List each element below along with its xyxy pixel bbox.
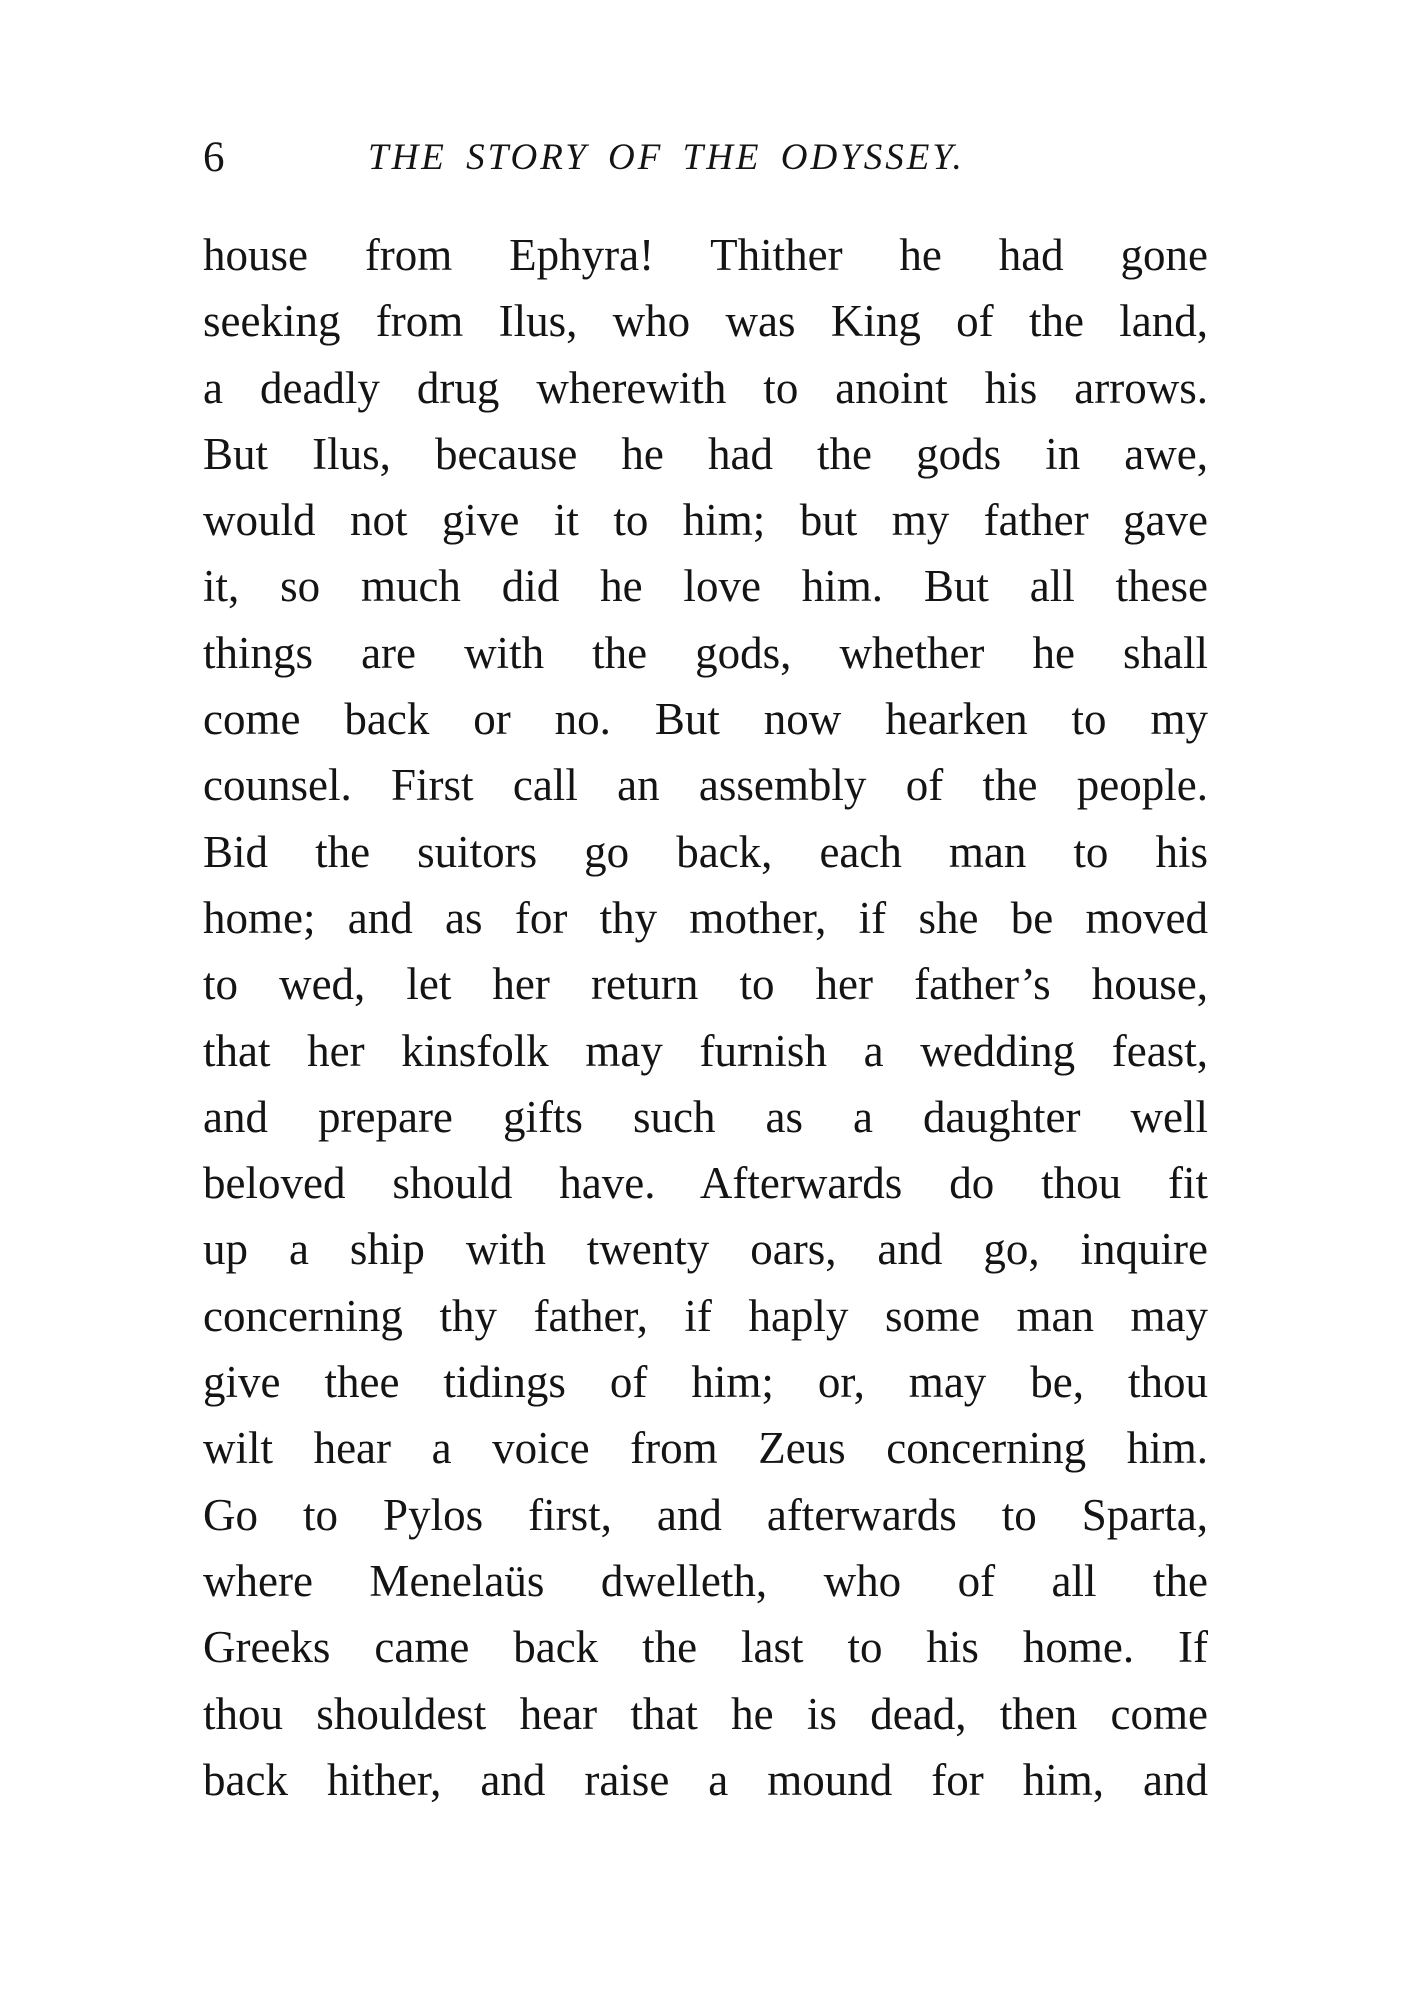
text-line: But Ilus, because he had the gods in awe, [203, 428, 1208, 479]
running-title: THE STORY OF THE ODYSSEY. [368, 137, 965, 178]
text-line: counsel. First call an assembly of the people. [203, 760, 1208, 811]
text-line: it, so much did he love him. But all these [203, 561, 1208, 612]
running-head [203, 128, 1208, 188]
page-number: 6 [203, 134, 225, 181]
text-line: would not give it to him; but my father gave [203, 495, 1208, 546]
text-line: a deadly drug wherewith to anoint his arrows. [203, 362, 1208, 413]
text-line: give thee tidings of him; or, may be, thou [203, 1357, 1208, 1408]
text-line: Go to Pylos first, and afterwards to Sparta, [203, 1489, 1208, 1540]
body-text [203, 222, 1208, 1813]
text-line: that her kinsfolk may furnish a wedding feast, [203, 1025, 1208, 1076]
text-line: Bid the suitors go back, each man to his [203, 826, 1208, 877]
text-line: seeking from Ilus, who was King of the land, [203, 296, 1208, 347]
text-line: house from Ephyra! Thither he had gone [203, 230, 1208, 280]
text-line: things are with the gods, whether he shall [203, 627, 1208, 678]
text-line: thou shouldest hear that he is dead, then come [203, 1688, 1208, 1739]
text-line: up a ship with twenty oars, and go, inquire [203, 1224, 1208, 1275]
text-line: concerning thy father, if haply some man may [203, 1290, 1208, 1341]
text-line: where Menelaüs dwelleth, who of all the [203, 1555, 1208, 1606]
text-line: and prepare gifts such as a daughter well [203, 1091, 1208, 1142]
text-line: Greeks came back the last to his home. If [203, 1622, 1208, 1673]
text-line: wilt hear a voice from Zeus concerning him. [203, 1423, 1208, 1474]
text-line: back hither, and raise a mound for him, and [203, 1754, 1208, 1805]
text-line: home; and as for thy mother, if she be moved [203, 892, 1208, 943]
text-line: beloved should have. Afterwards do thou fit [203, 1158, 1208, 1209]
text-line: to wed, let her return to her father’s house, [203, 959, 1208, 1010]
text-line: come back or no. But now hearken to my [203, 694, 1208, 745]
